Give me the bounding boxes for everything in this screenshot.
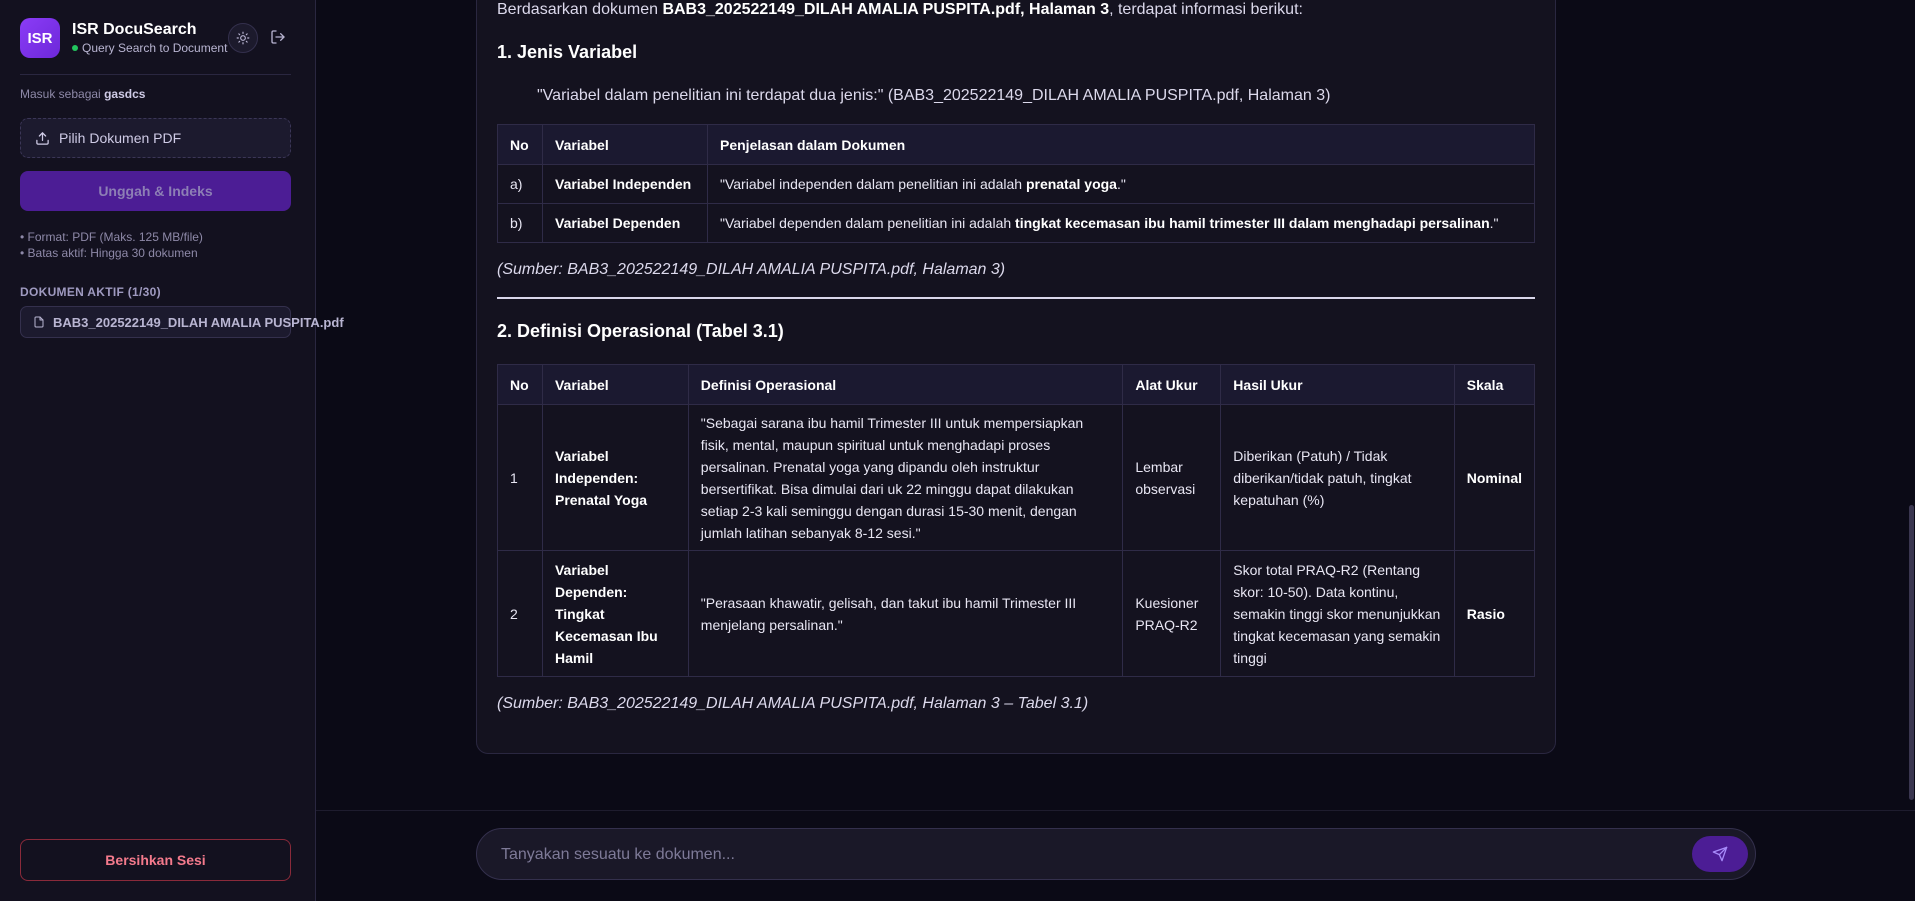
table-cell-no: 2 — [498, 551, 543, 677]
app-logo: ISR — [20, 18, 60, 58]
table-header-cell: Variabel — [543, 125, 708, 165]
answer-intro: Berdasarkan dokumen BAB3_202522149_DILAH AMALIA PUSPITA.pdf, Halaman 3, terdapat informasi berikut: — [497, 1, 1303, 18]
section-1-heading: 1. Jenis Variabel — [497, 42, 638, 62]
chat-scrollbar-thumb[interactable] — [1909, 505, 1914, 800]
brand — [20, 18, 228, 58]
table-cell-instrument: Lembar observasi — [1123, 405, 1221, 551]
pick-pdf-button[interactable] — [20, 118, 291, 158]
table-cell-no: a) — [498, 165, 543, 204]
app-title: ISR DocuSearch — [72, 21, 197, 38]
operational-definition-table — [497, 364, 1535, 677]
intro-doc-ref: BAB3_202522149_DILAH AMALIA PUSPITA.pdf, Halaman 3 — [662, 1, 1110, 18]
upload-index-button[interactable]: Unggah & Indeks — [20, 171, 291, 211]
section-1-quote: "Variabel dalam penelitian ini terdapat dua jenis:" (BAB3_202522149_DILAH AMALIA PUSPITA.pdf, Halaman 3) — [537, 87, 1331, 104]
table-row — [498, 204, 1535, 243]
active-docs-heading: DOKUMEN AKTIF (1/30) — [20, 285, 161, 299]
app-subtitle-row — [72, 41, 228, 55]
active-doc-name: BAB3_202522149_DILAH AMALIA PUSPITA.pdf — [53, 314, 344, 330]
composer — [476, 828, 1756, 880]
theme-toggle-button[interactable] — [228, 23, 258, 53]
table-header-cell: Penjelasan dalam Dokumen — [708, 125, 1535, 165]
table-cell-variable: Variabel Independen: Prenatal Yoga — [542, 405, 688, 551]
table-header-row — [498, 125, 1535, 165]
active-doc-item[interactable] — [20, 306, 344, 338]
pick-pdf-label: Pilih Dokumen PDF — [59, 130, 182, 146]
table-header-cell: Skala — [1454, 365, 1534, 405]
section-divider — [497, 297, 1535, 299]
online-status-dot — [72, 45, 78, 51]
username: gasdcs — [104, 87, 146, 101]
app-subtitle: Query Search to Document — [82, 41, 228, 55]
send-button[interactable] — [1692, 836, 1748, 872]
section-1-source: (Sumber: BAB3_202522149_DILAH AMALIA PUSPITA.pdf, Halaman 3) — [497, 261, 1006, 278]
table-header-cell: Hasil Ukur — [1221, 365, 1454, 405]
table-cell-result: Skor total PRAQ-R2 (Rentang skor: 10-50). Data kontinu, semakin tinggi skor menunjukkan tingkat kecemasan yang semakin tinggi — [1221, 551, 1454, 677]
format-info: • Format: PDF (Maks. 125 MB/file) — [20, 230, 203, 244]
composer-divider — [316, 810, 1915, 811]
table-row — [498, 405, 1535, 551]
send-icon — [1712, 846, 1728, 862]
sidebar-divider — [20, 74, 291, 75]
table-cell-scale: Rasio — [1454, 551, 1534, 677]
limit-info: • Batas aktif: Hingga 30 dokumen — [20, 246, 198, 260]
table-row — [498, 551, 1535, 677]
table-cell-variable: Variabel Dependen — [543, 204, 708, 243]
table-header-cell: No — [498, 125, 543, 165]
table-header-cell: Alat Ukur — [1123, 365, 1221, 405]
clear-session-button[interactable]: Bersihkan Sesi — [20, 839, 291, 881]
table-cell-instrument: Kuesioner PRAQ-R2 — [1123, 551, 1221, 677]
variable-types-table — [497, 124, 1535, 243]
table-cell-explanation: "Variabel dependen dalam penelitian ini adalah tingkat kecemasan ibu hamil trimester III dalam menghadapi persalinan." — [708, 204, 1535, 243]
table-header-cell: Definisi Operasional — [688, 365, 1123, 405]
table-cell-definition: "Sebagai sarana ibu hamil Trimester III untuk mempersiapkan fisik, mental, maupun spiritual untuk menghadapi proses persalinan. Prenatal yoga yang dipandu oleh instruktur bersertifikat. Bisa dimulai dari uk 22 minggu dapat dilakukan setiap 2-3 kali seminggu dengan durasi 15-30 menit, dengan jumlah latihan sebanyak 8-12 sesi." — [688, 405, 1123, 551]
upload-icon — [35, 131, 50, 146]
table-cell-variable: Variabel Independen — [543, 165, 708, 204]
section-2-source: (Sumber: BAB3_202522149_DILAH AMALIA PUSPITA.pdf, Halaman 3 – Tabel 3.1) — [497, 695, 1089, 712]
sun-icon — [236, 31, 250, 45]
section-2-heading: 2. Definisi Operasional (Tabel 3.1) — [497, 321, 784, 341]
table-header-cell: Variabel — [542, 365, 688, 405]
table-cell-definition: "Perasaan khawatir, gelisah, dan takut ibu hamil Trimester III menjelang persalinan." — [688, 551, 1123, 677]
table-cell-variable: Variabel Dependen: Tingkat Kecemasan Ibu Hamil — [542, 551, 688, 677]
logout-icon — [270, 29, 286, 45]
table-cell-result: Diberikan (Patuh) / Tidak diberikan/tidak patuh, tingkat kepatuhan (%) — [1221, 405, 1454, 551]
question-input[interactable] — [501, 843, 1651, 867]
table-header-cell: No — [498, 365, 543, 405]
table-cell-no: b) — [498, 204, 543, 243]
table-cell-scale: Nominal — [1454, 405, 1534, 551]
table-row — [498, 165, 1535, 204]
table-header-row — [498, 365, 1535, 405]
table-cell-explanation: "Variabel independen dalam penelitian ini adalah prenatal yoga." — [708, 165, 1535, 204]
table-cell-no: 1 — [498, 405, 543, 551]
file-icon — [33, 316, 45, 328]
login-info: Masuk sebagai gasdcs — [20, 87, 146, 101]
sidebar — [0, 0, 344, 901]
logout-button[interactable] — [268, 27, 288, 47]
